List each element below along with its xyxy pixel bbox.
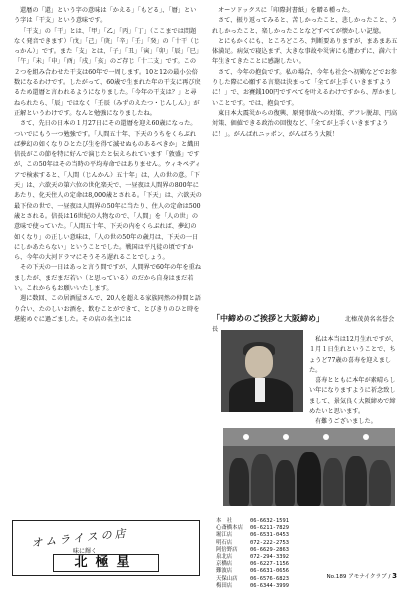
- branch-name: 京橋店: [216, 561, 233, 568]
- paragraph: 東日本大震災からの復興、原発事故への対策、デフレ脱却、円高対策、価値できる政治の回復など、「全てが上手くいきますように！」。がんばれニッポン、がんばろう大阪！: [212, 109, 398, 138]
- issue-number: No.189: [326, 574, 347, 580]
- branch-name: 梅田店: [216, 582, 233, 589]
- page-footer: No.189 アモナイクラブ / 3: [326, 572, 397, 580]
- branch-name: 堀江店: [216, 532, 233, 539]
- paragraph: さて、今年の抱負です。私の場合、今年も社会へ初勤などでお参りした際に心願する言葉は決まって「全てが上手くいきますように！」で、お賽銭100円ですべてを叶えるわけですから、厚かましいことです。では、抱負です。: [212, 68, 397, 107]
- branch-tel: 06-6531-0453: [250, 532, 289, 539]
- ad-arc-text: オムライスの店: [30, 526, 130, 550]
- branch-tel: 06-6576-6823: [250, 575, 289, 582]
- page-number: 3: [392, 572, 397, 580]
- paragraph: 私は本当は12月生れですが、１月１日生れということで、ちょうど77歳の喜寿を迎えました。: [309, 336, 398, 374]
- restaurant-ad: [12, 520, 200, 576]
- branch-tel: 072-222-2753: [250, 539, 289, 546]
- paragraph: さて、先日の日本の１月27日にその還暦を迎え60歳になった。ついでにもう一つ勉強です。「人間五十年、下天のうちをくらぶれば夢幻の如くなりひとたび生を得て滅せぬものあるべきか」と織田信長がこの節を特に好んで演じたと伝えられています「敦盛」ですが、この50年はその当時の平均寿命ではありません。ウィキペディアで検索すると、「人間（じんかん）五十年」は、人の世の意。「下天」は、六欲天の第六位の世化楽天で、一昼夜は人間界の800年にあたり、化天住人の定命は8,000歳とされる。「下天」は、六欲天の最下位の世で、一昼夜は人間界の50年に当たり、住人の定命は500歳とされる。信長は16世紀の人物なので、「人間」を「人の世」の意味で使っていた。「人間五十年、下天の内をくらぶれば、夢幻の如くなり」の正しい意味は、「人の世の50年の歳月は、下天の一日にしかあたらない」ということでした。戦国は平凡徒の頃ですから、今年の大河ドラマにそうそろ遅れることでしょう。: [14, 120, 202, 262]
- branch-tel: 06-6632-1591: [250, 518, 289, 524]
- publication-title: アモナイクラブ: [348, 574, 387, 580]
- branch-tel: 072-294-3392: [250, 553, 289, 560]
- branch-name: 本 社: [216, 518, 233, 524]
- speaker-photo: [221, 330, 303, 412]
- speech-text: [309, 335, 399, 428]
- branch-tel: 06-6629-2863: [250, 546, 289, 553]
- ad-slogan: 味に輝く: [73, 548, 98, 555]
- paragraph: とにもかくにも、ところどころ、判断要ありますが、まあまあ五体満足。病気で寝込まず、大きな事故や災害にも遭わずに、満六十年生きてきたことに感謝したい。: [212, 37, 398, 66]
- ad-brand-logo: 北極星: [53, 554, 159, 572]
- list-item: [216, 583, 396, 590]
- paragraph: さて、振り返ってみると、苦しかったこと、悲しかったこと、うれしかったこと、楽しかったことなどすべてが懐かしい記憶。: [212, 17, 398, 35]
- branch-name: 泉北店: [216, 553, 233, 560]
- section-title: 「中締めのご挨拶と大阪締め」: [212, 314, 324, 323]
- list-item: [216, 532, 396, 539]
- branch-tel: 06-6631-0656: [250, 568, 289, 575]
- branch-name: 難波店: [216, 568, 233, 575]
- paragraph: 喜寿とともに本年が素晴らしい年になりますように祈念致しまして、景気良く大阪締めで締めたいと思います。: [309, 377, 396, 416]
- left-text-column: [14, 6, 202, 325]
- paragraph: 「干支」の「干」とは、「甲」「乙」「丙」「丁」（ここまでは問題なく発音できます）「戊」「己」「庚」「辛」「壬」「癸」の「十干（じっかん）」です。また「支」とは、「子」「丑」「寅」「卯」「辰」「巳」「午」「未」「申」「酉」「戌」「亥」のご存じ「十二支」です。この２つを組み合わせた干支は60年で一周します。10と12の最小公倍数になるわけです。したがって、60歳で生まれた年の干支に再び戻るため還暦と言われるようになりました。「今年の干支は？」と尋ねられたら、「辰」ではなく「壬辰（みずのえたつ・じんしん）」が正解というわけです。なんと勉強になりましたね。: [14, 27, 201, 117]
- right-text-column: [212, 6, 398, 140]
- branch-tel: 06-6211-7829: [250, 525, 289, 532]
- paragraph: 還暦の「還」という字の意味は「かえる」「もどる」、「暦」という字は「干支」という意味です。: [14, 7, 197, 25]
- list-item: [216, 554, 396, 561]
- section-author: 北榛茂黄名名誉会長: [212, 316, 395, 333]
- list-item: [216, 518, 396, 525]
- paragraph: オーソドックスに「印際封書紙」を贈る種った。: [218, 7, 354, 14]
- branch-tel: 06-6227-1156: [250, 561, 289, 568]
- branch-name: 心斎橋本店: [216, 525, 243, 532]
- paragraph: 週に数回、この居酒屋さんで、20人を超える家族同然の仲間と語り合い、たのしいお酒を、飲むことができて、とびきりのひと時を堪能めぐに過ごました。その店の名主には: [14, 295, 201, 323]
- branch-name: 天保山店: [216, 575, 238, 582]
- party-photo: [223, 428, 395, 506]
- paragraph: 有難うございました。: [315, 418, 377, 426]
- branch-tel: 06-6344-3999: [250, 582, 289, 589]
- list-item: [216, 561, 396, 568]
- branch-name: 阿倍野店: [216, 546, 238, 553]
- branch-name: 明石店: [216, 539, 233, 546]
- list-item: [216, 547, 396, 554]
- list-item: [216, 525, 396, 532]
- paragraph: その下天の一日はあっと言う間ですが、人間界で60年の年を重ねましたが、まだまだ若い（と思っている）のだから自身はまだ若い。これからもお願いいたします。: [14, 264, 202, 293]
- list-item: [216, 540, 396, 547]
